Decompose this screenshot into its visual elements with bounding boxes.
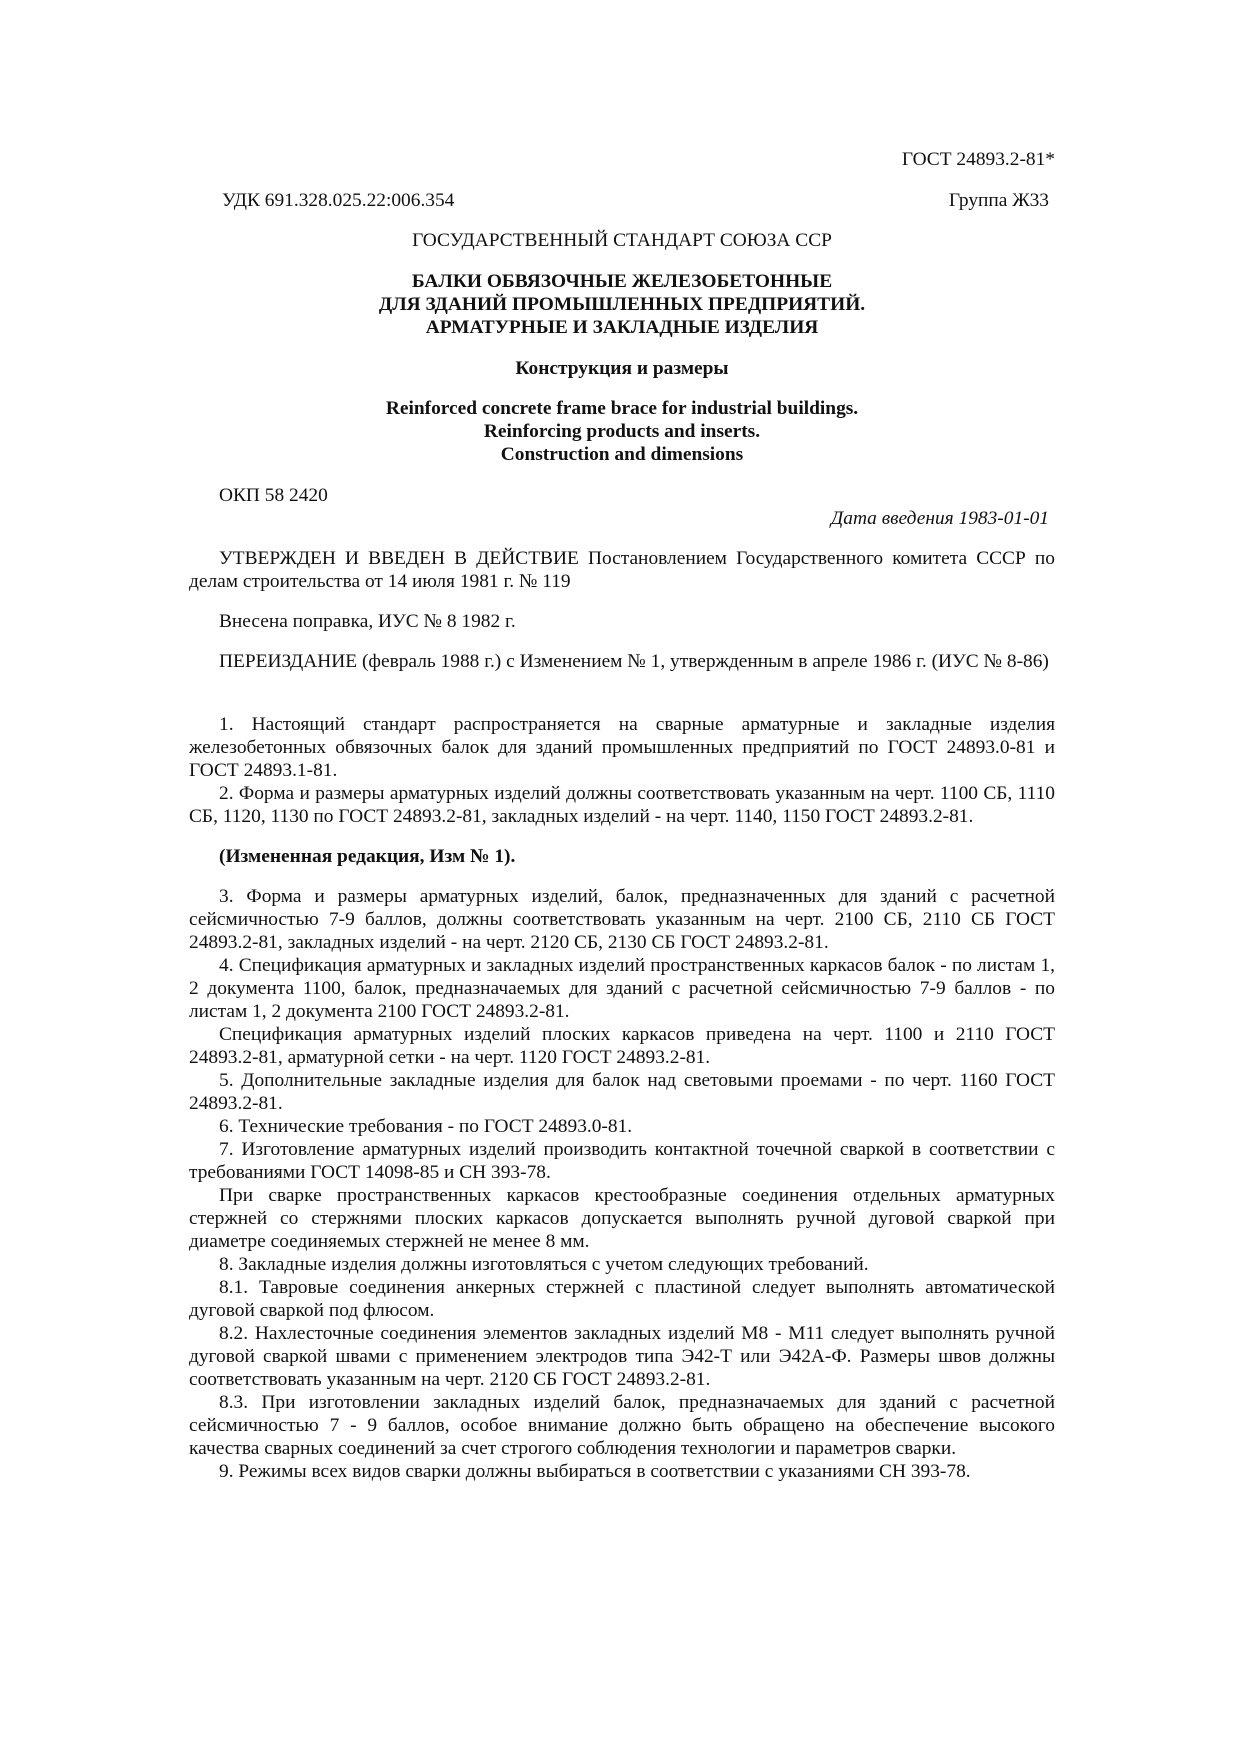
title-en-line: Reinforced concrete frame brace for industrial buildings. xyxy=(385,398,859,419)
reissue-paragraph: ПЕРЕИЗДАНИЕ (февраль 1988 г.) с Изменением № 1, утвержденным в апреле 1986 г. (ИУС № 8-86) xyxy=(219,651,1049,672)
clause-paragraph: 9. Режимы всех видов сварки должны выбираться в соответствии с указаниями СН 393-78. xyxy=(219,1461,971,1482)
clause-paragraph: 8.3. При изготовлении закладных изделий балок, предназначаемых для зданий с расчетной сейсмичностью 7 - 9 баллов, особое внимание должно быть обращено на обеспечение высокого качества сварных соединений за счет строгого соблюдения технологии и параметров сварки. xyxy=(189,1392,1055,1459)
subtitle-ru: Конструкция и размеры xyxy=(515,358,729,379)
title-en xyxy=(189,397,1055,466)
udk-code: УДК 691.328.025.22:006.354 xyxy=(222,190,455,211)
clauses-section-a xyxy=(189,713,1055,828)
clause-paragraph: 8.2. Нахлесточные соединения элементов закладных изделий М8 - М11 следует выполнять ручной дуговой сваркой швами с применением электродов типа Э42-Т или Э42А-Ф. Размеры швов должны соответствовать указанным на черт. 2120 СБ ГОСТ 24893.2-81. xyxy=(189,1323,1055,1390)
standard-code: ГОСТ 24893.2-81* xyxy=(901,149,1055,170)
state-standard-heading: ГОСУДАРСТВЕННЫЙ СТАНДАРТ СОЮЗА ССР xyxy=(412,230,832,251)
clause-paragraph: 1. Настоящий стандарт распространяется на сварные арматурные и закладные изделия железобетонных обвязочных балок для зданий промышленных предприятий по ГОСТ 24893.0-81 и ГОСТ 24893.1-81. xyxy=(189,714,1055,781)
clauses-section-b xyxy=(189,885,1055,1483)
title-ru-line: ДЛЯ ЗДАНИЙ ПРОМЫШЛЕННЫХ ПРЕДПРИЯТИЙ. xyxy=(378,294,866,315)
amendment-paragraph: Внесена поправка, ИУС № 8 1982 г. xyxy=(219,611,516,632)
clause-paragraph: 2. Форма и размеры арматурных изделий должны соответствовать указанным на черт. 1100 СБ, 1110 СБ, 1120, 1130 по ГОСТ 24893.2-81, закладных изделий - на черт. 1140, 1150 ГОСТ 24893.2-81. xyxy=(189,783,1055,827)
document-page xyxy=(189,148,1055,1483)
clause-paragraph: 3. Форма и размеры арматурных изделий, балок, предназначенных для зданий с расчетной сейсмичностью 7-9 баллов, должны соответствовать указанным на черт. 2100 СБ, 2110 СБ ГОСТ 24893.2-81, закладных изделий - на черт. 2120 СБ, 2130 СБ ГОСТ 24893.2-81. xyxy=(189,886,1055,953)
clause-paragraph: Спецификация арматурных изделий плоских каркасов приведена на черт. 1100 и 2110 ГОСТ 24893.2-81, арматурной сетки - на черт. 1120 ГОСТ 24893.2-81. xyxy=(189,1024,1055,1068)
clause-paragraph: 4. Спецификация арматурных и закладных изделий пространственных каркасов балок - по листам 1, 2 документа 1100, балок, предназначаемых для зданий с расчетной сейсмичностью 7-9 баллов - по листам 1, 2 документа 2100 ГОСТ 24893.2-81. xyxy=(189,955,1055,1022)
clause-paragraph: При сварке пространственных каркасов крестообразные соединения отдельных арматурных стержней со стержнями плоских каркасов допускается выполнять ручной дуговой сваркой при диаметре соединяемых стержней не менее 8 мм. xyxy=(189,1185,1055,1252)
title-en-line: Reinforcing products and inserts. xyxy=(483,421,761,442)
okp-code: ОКП 58 2420 xyxy=(219,485,328,506)
group-code: Группа Ж33 xyxy=(948,190,1049,211)
edition-note: (Измененная редакция, Изм № 1). xyxy=(219,846,516,867)
clause-paragraph: 7. Изготовление арматурных изделий производить контактной точечной сваркой в соответствии с требованиями ГОСТ 14098-85 и СН 393-78. xyxy=(189,1139,1055,1183)
title-ru-line: БАЛКИ ОБВЯЗОЧНЫЕ ЖЕЛЕЗОБЕТОННЫЕ xyxy=(411,271,833,292)
title-ru xyxy=(189,270,1055,339)
title-ru-line: АРМАТУРНЫЕ И ЗАКЛАДНЫЕ ИЗДЕЛИЯ xyxy=(425,317,819,338)
header-row xyxy=(189,189,1055,212)
approval-paragraph: УТВЕРЖДЕН И ВВЕДЕН В ДЕЙСТВИЕ Постановлением Государственного комитета СССР по делам строительства от 14 июля 1981 г. № 119 xyxy=(189,548,1055,592)
clause-paragraph: 8. Закладные изделия должны изготовляться с учетом следующих требований. xyxy=(219,1254,869,1275)
clause-paragraph: 6. Технические требования - по ГОСТ 24893.0-81. xyxy=(219,1116,633,1137)
intro-date: Дата введения 1983-01-01 xyxy=(830,508,1049,529)
title-en-line: Construction and dimensions xyxy=(500,444,744,465)
clause-paragraph: 5. Дополнительные закладные изделия для балок над световыми проемами - по черт. 1160 ГОСТ 24893.2-81. xyxy=(189,1070,1055,1114)
clause-paragraph: 8.1. Тавровые соединения анкерных стержней с пластиной следует выполнять автоматической дуговой сваркой под флюсом. xyxy=(189,1277,1055,1321)
